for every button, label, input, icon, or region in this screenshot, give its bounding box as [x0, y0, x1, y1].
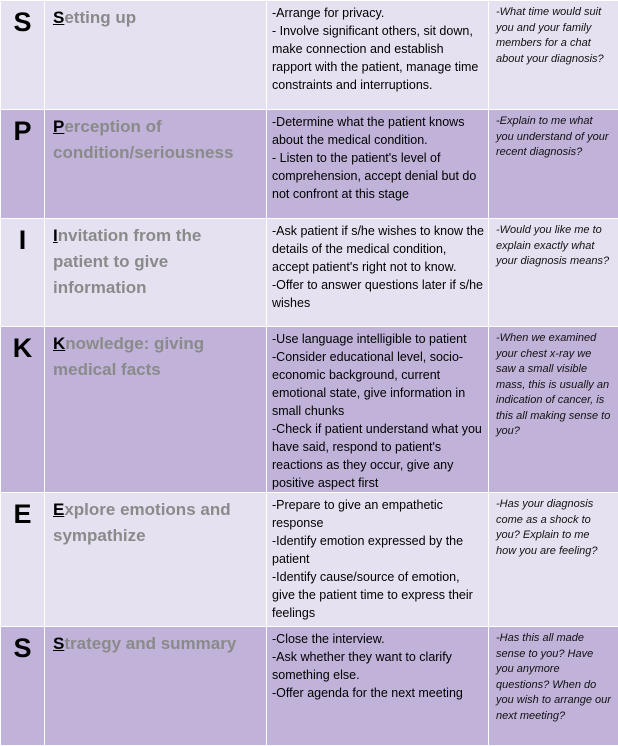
example-text: -What time would suit you and your family members for a chat about your diagnosis?	[496, 5, 612, 67]
description-cell	[267, 493, 489, 627]
step-title-cell	[45, 110, 267, 219]
table-row	[1, 110, 618, 219]
example-text: -When we examined your chest x-ray we saw a small visible mass, this is usually an indication of cancer, is this all making sense to you?	[496, 331, 612, 440]
description-line: -Close the interview.	[272, 630, 484, 648]
example-text: -Has this all made sense to you? Have you anymore questions? When do you wish to arrange our next meeting?	[496, 631, 612, 724]
row-letter: E	[1, 493, 45, 627]
step-initial: P	[53, 117, 64, 136]
table-row	[1, 627, 618, 746]
description-cell	[267, 327, 489, 493]
step-initial: K	[53, 334, 65, 353]
example-text: -Explain to me what you understand of your recent diagnosis?	[496, 114, 612, 161]
description-cell	[267, 1, 489, 110]
description-line: -Identify emotion expressed by the patient	[272, 532, 484, 568]
step-initial: S	[53, 634, 64, 653]
step-title-rest: nowledge: giving medical facts	[53, 334, 204, 379]
row-letter: I	[1, 219, 45, 327]
description-line: -Check if patient understand what you have said, respond to patient's reactions as they occur, give any positive aspect first	[272, 420, 484, 492]
step-initial: S	[53, 8, 64, 27]
description-line: -Prepare to give an empathetic response	[272, 496, 484, 532]
example-text: -Would you like me to explain exactly what your diagnosis means?	[496, 223, 612, 270]
step-title	[53, 497, 260, 549]
description-line: -Ask patient if s/he wishes to know the details of the medical condition, accept patient's right not to know.	[272, 222, 484, 276]
step-initial: E	[53, 500, 64, 519]
example-cell	[489, 327, 618, 493]
step-title-cell	[45, 327, 267, 493]
description-line: -Identify cause/source of emotion, give the patient time to express their feelings	[272, 568, 484, 622]
table-row	[1, 219, 618, 327]
description-line: -Arrange for privacy.	[272, 4, 484, 22]
step-title-rest: xplore emotions and sympathize	[53, 500, 231, 545]
description-line: -Consider educational level, socio-economic background, current emotional state, give information in small chunks	[272, 348, 484, 420]
example-text: -Has your diagnosis come as a shock to you? Explain to me how you are feeling?	[496, 497, 612, 559]
step-title	[53, 223, 260, 301]
table-row	[1, 327, 618, 493]
step-initial: I	[53, 226, 58, 245]
example-cell	[489, 1, 618, 110]
row-letter: S	[1, 1, 45, 110]
description-line: -Offer to answer questions later if s/he wishes	[272, 276, 484, 312]
description-line: - Listen to the patient's level of comprehension, accept denial but do not confront at this stage	[272, 149, 484, 203]
example-cell	[489, 110, 618, 219]
step-title	[53, 631, 260, 657]
example-cell	[489, 627, 618, 746]
step-title-cell	[45, 493, 267, 627]
step-title	[53, 5, 260, 31]
description-cell	[267, 219, 489, 327]
step-title-cell	[45, 627, 267, 746]
description-cell	[267, 110, 489, 219]
row-letter: K	[1, 327, 45, 493]
step-title-rest: nvitation from the patient to give information	[53, 226, 201, 297]
description-line: - Involve significant others, sit down, make connection and establish rapport with the patient, manage time constraints and interruptions.	[272, 22, 484, 94]
description-line: -Ask whether they want to clarify something else.	[272, 648, 484, 684]
example-cell	[489, 493, 618, 627]
table-row	[1, 493, 618, 627]
step-title-rest: etting up	[64, 8, 136, 27]
step-title-rest: erception of condition/seriousness	[53, 117, 233, 162]
description-line: -Offer agenda for the next meeting	[272, 684, 484, 702]
example-cell	[489, 219, 618, 327]
description-line: -Determine what the patient knows about the medical condition.	[272, 113, 484, 149]
step-title-rest: trategy and summary	[64, 634, 236, 653]
step-title-cell	[45, 1, 267, 110]
row-letter: P	[1, 110, 45, 219]
step-title	[53, 114, 260, 166]
step-title-cell	[45, 219, 267, 327]
step-title	[53, 331, 260, 383]
row-letter: S	[1, 627, 45, 746]
table-row	[1, 1, 618, 110]
description-cell	[267, 627, 489, 746]
description-line: -Use language intelligible to patient	[272, 330, 484, 348]
